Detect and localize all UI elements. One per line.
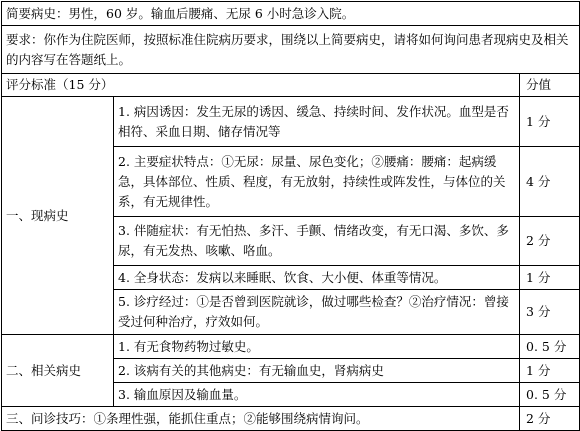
criterion-score: 4 分 <box>520 147 580 217</box>
criterion-text: 2. 该病有关的其他病史：有无输血史，肾病病史 <box>114 359 520 383</box>
requirement-text: 要求：你作为住院医师，按照标准住院病历要求，围绕以上简要病史，请将如何询问患者现病史及相关的内容写在答题纸上。 <box>2 26 580 74</box>
criterion-text: 4. 全身状态：发病以来睡眠、饮食、大小便、体重等情况。 <box>114 266 520 290</box>
scoring-table <box>1 1 580 431</box>
header-row <box>2 74 580 97</box>
criterion-text: 3. 伴随症状：有无怕热、多汗、手颤、情绪改变，有无口渴、多饮、多尿，有无发热、咳嗽、咯血。 <box>114 217 520 266</box>
table-row <box>2 335 580 359</box>
criterion-score: 2 分 <box>520 217 580 266</box>
criterion-text: 1. 病因诱因：发生无尿的诱因、缓急、持续时间、发作状况。血型是否相符、采血日期、储存情况等 <box>114 97 520 147</box>
criterion-text: 5. 诊疗经过：①是否曾到医院就诊，做过哪些检查？②治疗情况：曾接受过何种治疗，疗效如何。 <box>114 290 520 335</box>
criterion-score: 0. 5 分 <box>520 335 580 359</box>
criterion-score: 3 分 <box>520 290 580 335</box>
criterion-score: 1 分 <box>520 97 580 147</box>
section-title: 一、现病史 <box>2 97 114 335</box>
criterion-text: 3. 输血原因及输血量。 <box>114 383 520 407</box>
summary-row <box>2 2 580 26</box>
score-header: 分值 <box>520 74 580 97</box>
criterion-score: 1 分 <box>520 359 580 383</box>
skills-row <box>2 407 580 431</box>
criterion-text: 2. 主要症状特点：①无尿：尿量、尿色变化；②腰痛：腰痛：起病缓急，具体部位、性质、程度，有无放射，持续性或阵发性，与体位的关系，有无规律性。 <box>114 147 520 217</box>
criteria-header: 评分标准（15 分） <box>2 74 520 97</box>
skills-text: 三、问诊技巧：①条理性强，能抓住重点；②能够围绕病情询问。 <box>2 407 520 431</box>
requirement-row <box>2 26 580 74</box>
criterion-text: 1. 有无食物药物过敏史。 <box>114 335 520 359</box>
criterion-score: 1 分 <box>520 266 580 290</box>
table-row <box>2 97 580 147</box>
skills-score: 2 分 <box>520 407 580 431</box>
criterion-score: 0. 5 分 <box>520 383 580 407</box>
section-title: 二、相关病史 <box>2 335 114 407</box>
brief-history: 简要病史：男性，60 岁。输血后腰痛、无尿 6 小时急诊入院。 <box>2 2 580 26</box>
